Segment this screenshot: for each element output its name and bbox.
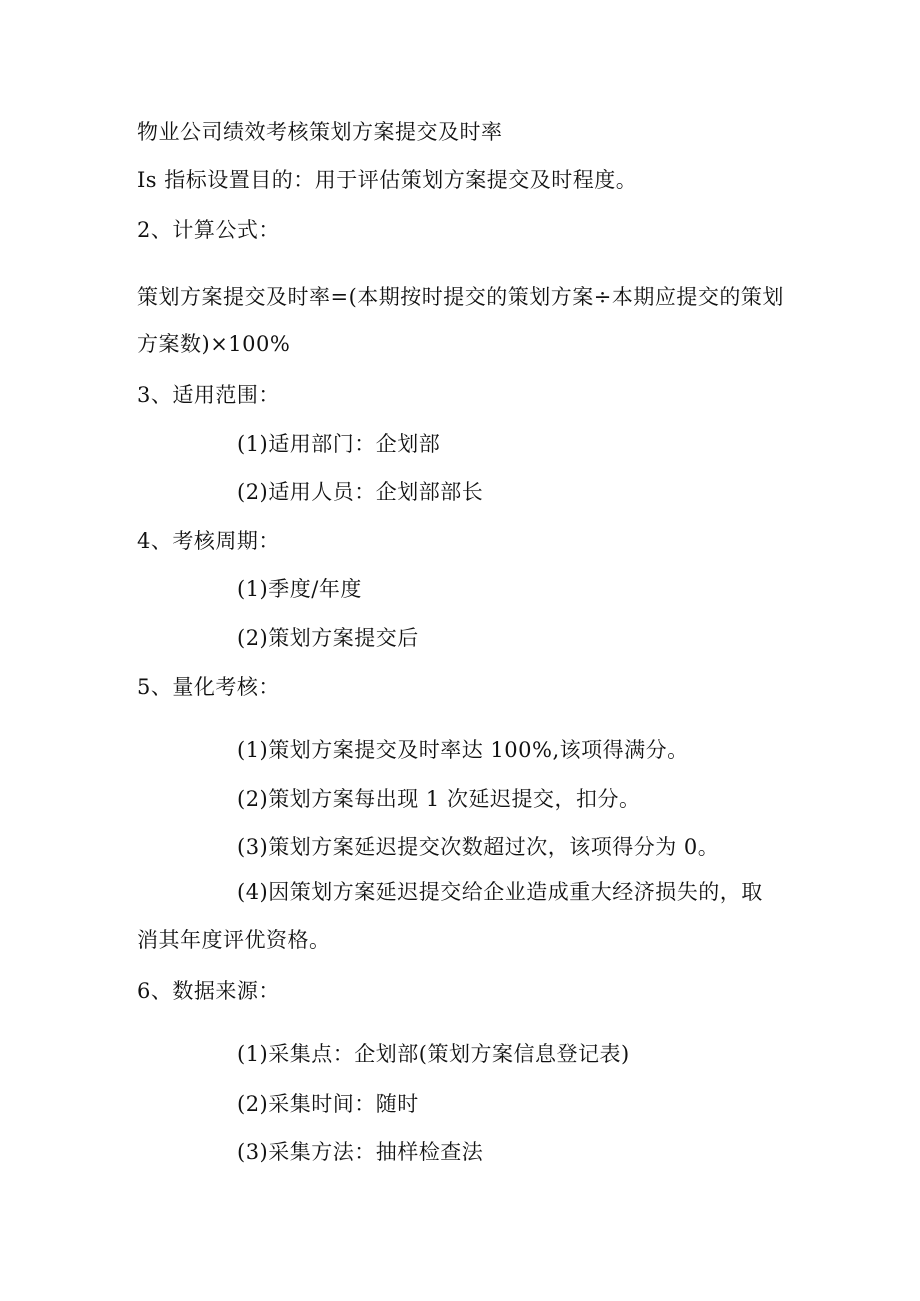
section-5-item-2: (2)策划方案每出现 1 次延迟提交，扣分。: [237, 787, 641, 811]
section-4-item-2: (2)策划方案提交后: [237, 626, 419, 650]
section-5-item-1: (1)策划方案提交及时率达 100%,该项得满分。: [237, 738, 689, 762]
section-3-item-2: (2)适用人员：企划部部长: [237, 480, 484, 504]
section-4-item-1: (1)季度/年度: [237, 577, 362, 601]
document-title: 物业公司绩效考核策划方案提交及时率: [137, 120, 503, 144]
section-6-item-3: (3)采集方法：抽样检查法: [237, 1140, 484, 1164]
section-5-item-3: (3)策划方案延迟提交次数超过次，该项得分为 0。: [237, 835, 720, 859]
section-6-heading: 6、数据来源：: [137, 979, 280, 1003]
formula-line-1: 策划方案提交及时率=(本期按时提交的策划方案÷本期应提交的策划: [137, 285, 784, 309]
section-6-item-1: (1)采集点：企划部(策划方案信息登记表): [237, 1042, 630, 1066]
purpose-text: Is 指标设置目的：用于评估策划方案提交及时程度。: [137, 168, 638, 192]
formula-line-2: 方案数)×100%: [137, 332, 291, 356]
section-6-item-2: (2)采集时间：随时: [237, 1092, 419, 1116]
section-3-item-1: (1)适用部门：企划部: [237, 432, 441, 456]
section-5-item-4: (4)因策划方案延迟提交给企业造成重大经济损失的，取: [237, 880, 763, 904]
section-3-heading: 3、适用范围：: [137, 383, 280, 407]
section-4-heading: 4、考核周期：: [137, 529, 280, 553]
section-5-item-4-continuation: 消其年度评优资格。: [137, 928, 331, 952]
section-2-heading: 2、计算公式：: [137, 218, 280, 242]
section-5-heading: 5、量化考核：: [137, 675, 280, 699]
